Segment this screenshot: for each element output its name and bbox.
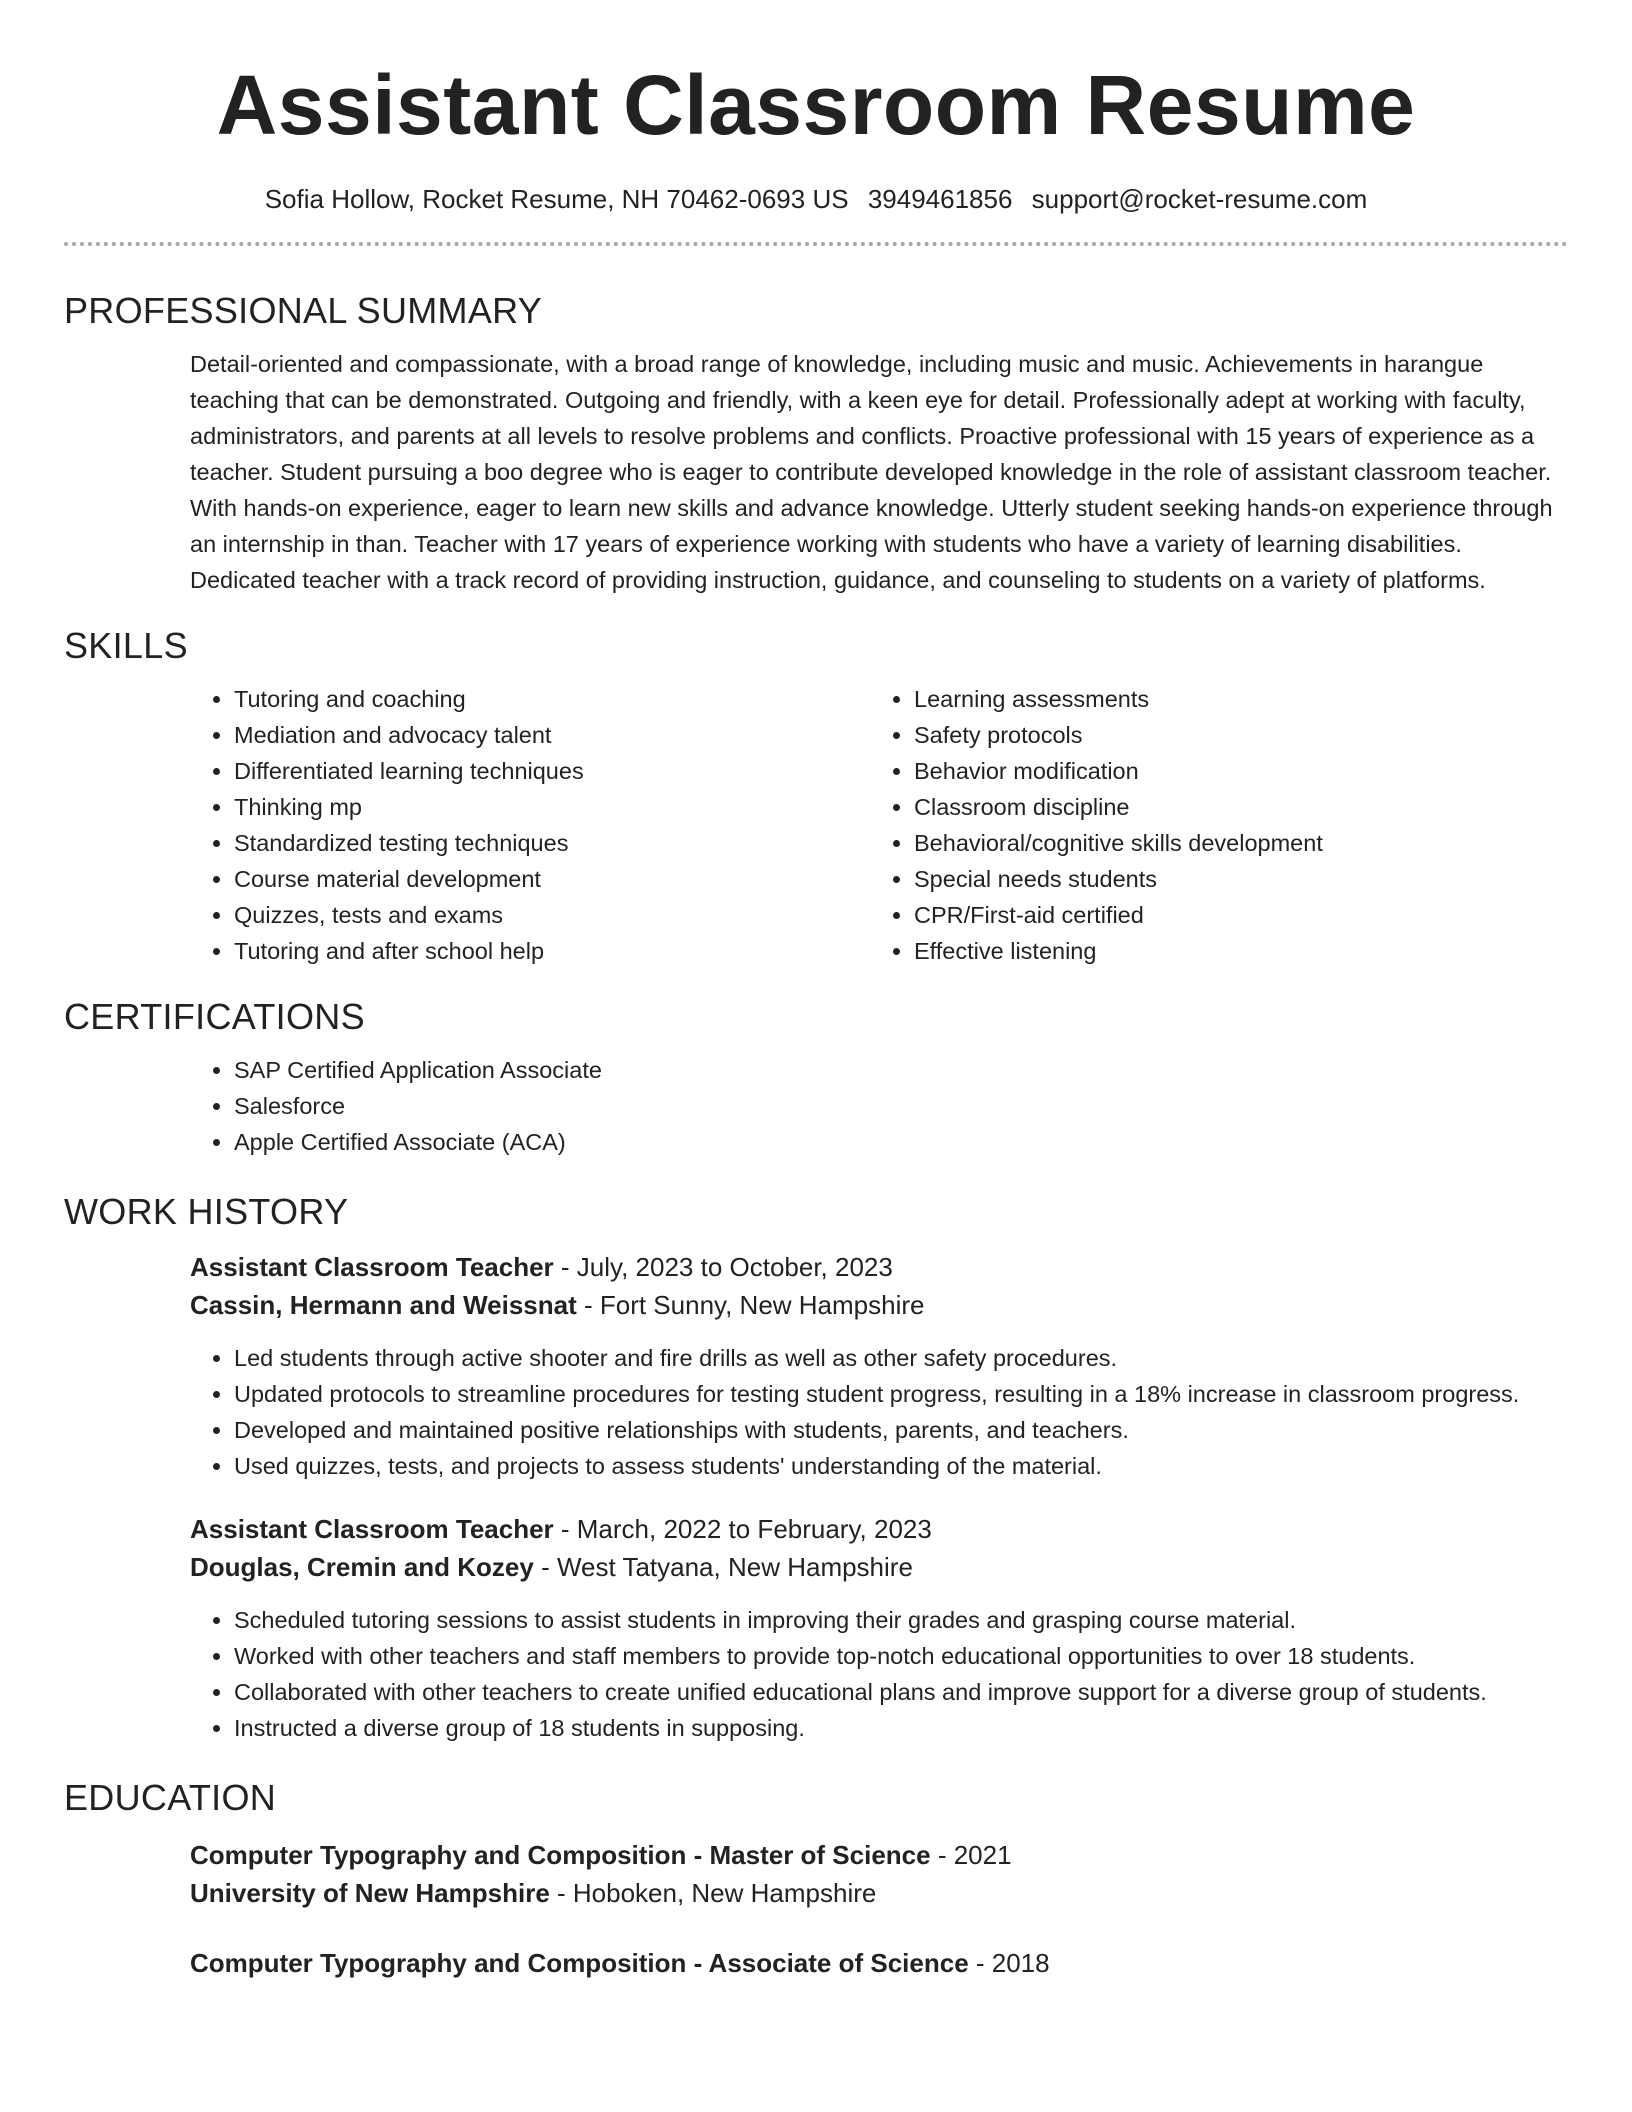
certification-item: • SAP Certified Application Associate <box>234 1052 1568 1088</box>
resume-page <box>64 0 1568 1982</box>
education-school: University of New Hampshire <box>190 1878 550 1908</box>
job-title: Assistant Classroom Teacher <box>190 1514 554 1544</box>
job-entry <box>64 1248 1568 1484</box>
education-year: - 2018 <box>968 1948 1050 1978</box>
education-entry <box>64 1944 1568 1982</box>
skill-item: • Behavioral/cognitive skills development <box>914 825 1550 861</box>
header-divider <box>64 242 1568 246</box>
education-degree: Computer Typography and Composition - Associate of Science <box>190 1948 969 1978</box>
job-bullet: • Led students through active shooter and fire drills as well as other safety procedures. <box>234 1340 1568 1376</box>
work-history-heading: WORK HISTORY <box>64 1191 349 1232</box>
resume-title: Assistant Classroom Resume <box>216 58 1416 152</box>
job-dates: - July, 2023 to October, 2023 <box>553 1252 893 1282</box>
job-dates: - March, 2022 to February, 2023 <box>553 1514 932 1544</box>
education-location: - Hoboken, New Hampshire <box>549 1878 877 1908</box>
skills-grid <box>64 681 1568 969</box>
job-company-line <box>190 1548 1568 1586</box>
skill-item: • Thinking mp <box>234 789 870 825</box>
job-title-line <box>190 1510 1568 1548</box>
job-company: Cassin, Hermann and Weissnat <box>190 1290 577 1320</box>
skill-item: • CPR/First-aid certified <box>914 897 1550 933</box>
education-entry <box>64 1836 1568 1912</box>
certifications-heading: CERTIFICATIONS <box>64 996 365 1037</box>
job-bullet: • Collaborated with other teachers to create unified educational plans and improve support for a diverse group of students. <box>234 1674 1568 1710</box>
job-title: Assistant Classroom Teacher <box>190 1252 554 1282</box>
contact-phone: 3949461856 <box>867 184 1013 214</box>
skill-item: • Safety protocols <box>914 717 1550 753</box>
education-degree: Computer Typography and Composition - Master of Science <box>190 1840 931 1870</box>
education-heading: EDUCATION <box>64 1777 277 1818</box>
job-entry <box>64 1510 1568 1746</box>
skill-item: • Differentiated learning techniques <box>234 753 870 789</box>
job-company: Douglas, Cremin and Kozey <box>190 1552 534 1582</box>
contact-line <box>64 181 1568 217</box>
skills-column-left <box>190 681 870 969</box>
summary-text: Detail-oriented and compassionate, with a broad range of knowledge, including music and music. Achievements in harangue teaching that can be demonstrated. Outgoing and friendly, with a keen eye for detail. Professionally adept at working with faculty, administrators, and parents at all levels to resolve problems and conflicts. Proactive professional with 15 years of experience as a teacher. Student pursuing a boo degree who is eager to contribute developed knowledge in the role of assistant classroom teacher. With hands-on experience, eager to learn new skills and advance knowledge. Utterly student seeking hands-on experience through an internship in than. Teacher with 17 years of experience working with students who have a variety of learning disabilities. Dedicated teacher with a track record of providing instruction, guidance, and counseling to students on a variety of platforms. <box>190 351 1553 593</box>
skill-item: • Mediation and advocacy talent <box>234 717 870 753</box>
certifications-section <box>64 995 1568 1160</box>
skill-item: • Learning assessments <box>914 681 1550 717</box>
skills-heading: SKILLS <box>64 625 188 666</box>
job-location: - West Tatyana, New Hampshire <box>533 1552 913 1582</box>
education-degree-line <box>190 1944 1568 1982</box>
skill-item: • Tutoring and after school help <box>234 933 870 969</box>
skill-item: • Special needs students <box>914 861 1550 897</box>
job-location: - Fort Sunny, New Hampshire <box>576 1290 925 1320</box>
summary-heading: PROFESSIONAL SUMMARY <box>64 290 543 331</box>
contact-email: support@rocket-resume.com <box>1031 184 1368 214</box>
skill-item: • Behavior modification <box>914 753 1550 789</box>
job-bullet: • Worked with other teachers and staff members to provide top-notch educational opportunities to over 18 students. <box>234 1638 1568 1674</box>
summary-section <box>64 289 1568 598</box>
job-bullet: • Instructed a diverse group of 18 students in supposing. <box>234 1710 1568 1746</box>
skill-item: • Course material development <box>234 861 870 897</box>
education-section <box>64 1776 1568 1982</box>
skill-item: • Classroom discipline <box>914 789 1550 825</box>
certification-item: • Salesforce <box>234 1088 1568 1124</box>
skills-column-right <box>870 681 1550 969</box>
skills-section <box>64 624 1568 969</box>
certification-item: • Apple Certified Associate (ACA) <box>234 1124 1568 1160</box>
job-bullet: • Developed and maintained positive relationships with students, parents, and teachers. <box>234 1412 1568 1448</box>
education-year: - 2021 <box>930 1840 1012 1870</box>
education-degree-line <box>190 1836 1568 1874</box>
skill-item: • Tutoring and coaching <box>234 681 870 717</box>
skill-item: • Standardized testing techniques <box>234 825 870 861</box>
job-bullet: • Used quizzes, tests, and projects to assess students' understanding of the material. <box>234 1448 1568 1484</box>
skill-item: • Effective listening <box>914 933 1550 969</box>
skill-item: • Quizzes, tests and exams <box>234 897 870 933</box>
job-bullet: • Scheduled tutoring sessions to assist students in improving their grades and grasping course material. <box>234 1602 1568 1638</box>
education-school-line <box>190 1874 1568 1912</box>
job-title-line <box>190 1248 1568 1286</box>
contact-address: Sofia Hollow, Rocket Resume, NH 70462-0693 US <box>264 184 849 214</box>
job-bullet: • Updated protocols to streamline procedures for testing student progress, resulting in a 18% increase in classroom progress. <box>234 1376 1568 1412</box>
job-company-line <box>190 1286 1568 1324</box>
work-history-section <box>64 1190 1568 1746</box>
